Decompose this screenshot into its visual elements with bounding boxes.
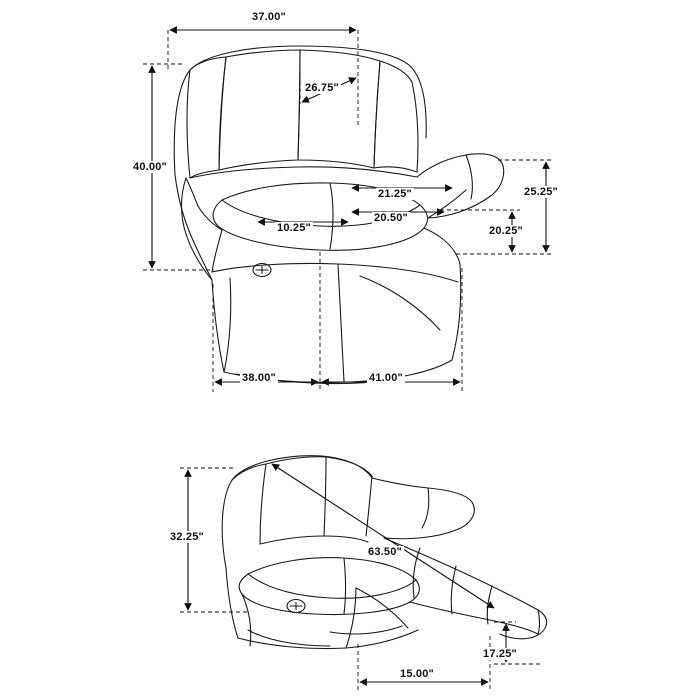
recliner-handle-icon-2: [287, 600, 305, 613]
dimension-label-back-height: 40.00": [133, 161, 167, 173]
dimension-label-width-top: 37.00": [252, 11, 286, 23]
upright-recliner-illustration: [174, 46, 503, 384]
dimension-label-seat-height: 20.25": [489, 225, 523, 237]
dimension-label-backrest-height: 26.75": [305, 82, 339, 94]
dimension-label-overall-depth: 41.00": [369, 372, 403, 384]
extension-lines: [143, 30, 554, 690]
dimension-label-base-width: 15.00": [400, 668, 434, 680]
dimension-label-reclined-height: 32.25": [170, 531, 204, 543]
dimension-label-reclined-length: 63.50": [368, 546, 402, 558]
arrow-reclined-length: [272, 464, 494, 608]
dimension-label-base-depth: 38.00": [242, 372, 276, 384]
dimension-label-seat-depth-lower: 20.50": [374, 212, 408, 224]
dimension-label-seat-width: 10.25": [277, 222, 311, 234]
dimension-label-seat-depth-upper: 21.25": [378, 188, 412, 200]
dimension-label-footrest-height: 17.25": [483, 648, 517, 660]
dimension-label-arm-height: 25.25": [524, 186, 558, 198]
